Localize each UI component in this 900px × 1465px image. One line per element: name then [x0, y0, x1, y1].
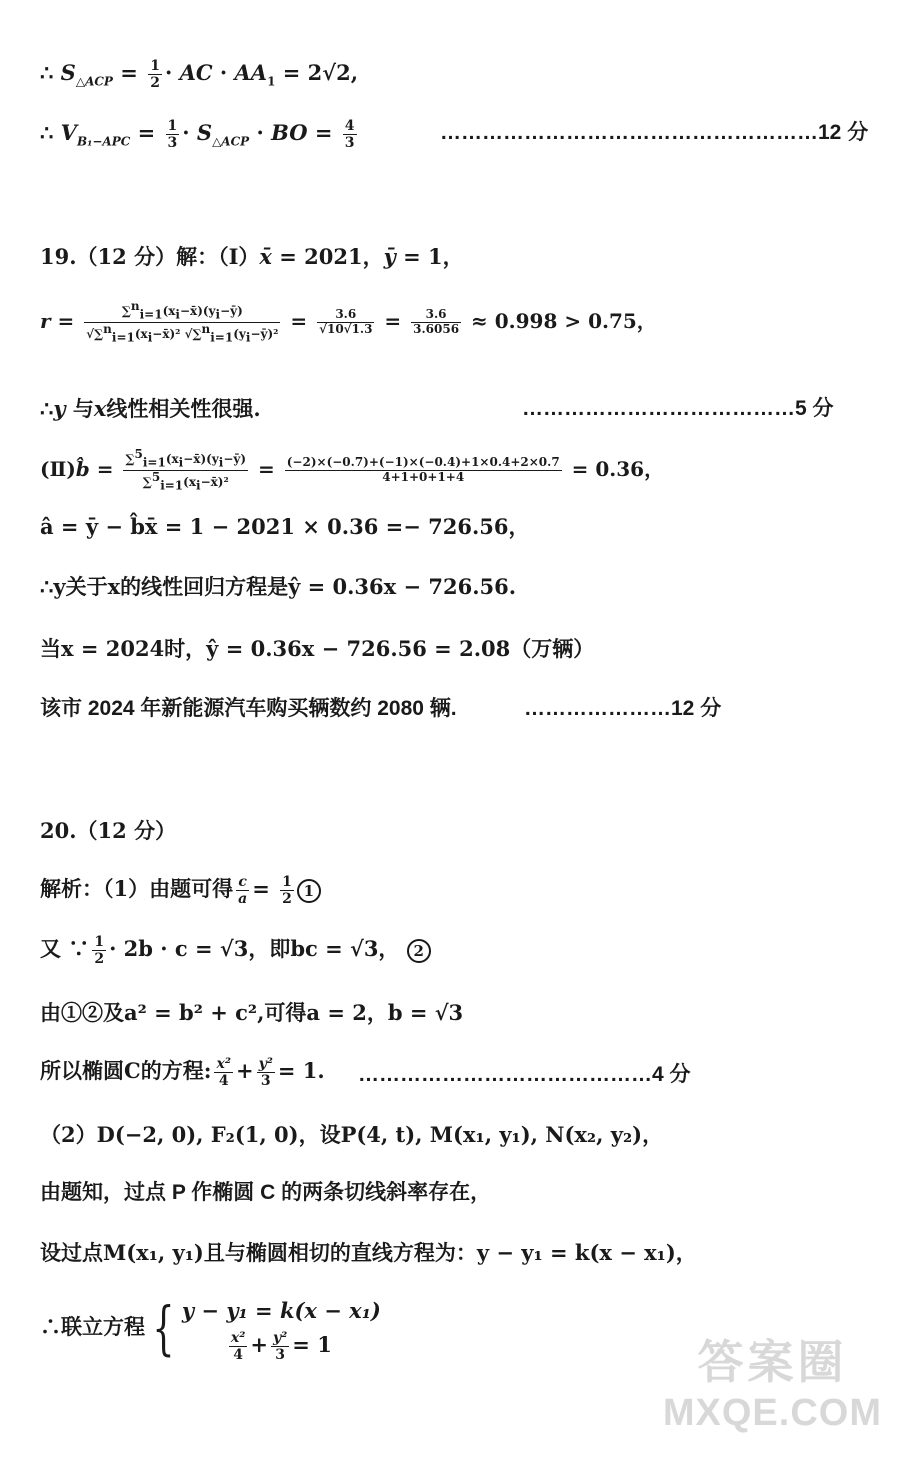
part2-tangent-note: 由题知，过点 P 作椭圆 C 的两条切线斜率存在， — [40, 1181, 492, 1204]
score-12-a: ………………………………………………12 分 — [440, 121, 869, 144]
part1-step1: 解析：（1）由题可得 $\frac{c}{a}$ = $\frac{1}{2}$ 1 — [40, 874, 321, 907]
brace-icon: { — [152, 1294, 175, 1363]
score-4: ……………………………………4 分 — [358, 1063, 691, 1086]
q20-heading: 20.（12 分） — [40, 818, 177, 843]
part1-step3: 由①②及a² = b² + c²,可得a = 2，b = √3 — [40, 1000, 464, 1025]
prediction: 当x = 2024时，ŷ = 0.36x − 726.56 = 2.08（万辆） — [40, 636, 595, 661]
area-formula: ∴ $S_{\triangle ACP}$ = $\frac{1}{2}$ · AC · $AA_1 = 2√2$, — [40, 58, 359, 92]
correlation-strong: ∴y 与x线性相关性很强. — [40, 396, 261, 421]
q19-heading: 19.（12 分）解：（Ⅰ）x̄ = 2021，ȳ = 1， — [40, 244, 464, 269]
system-of-equations: ∴联立方程 { y − y₁ = k(x − x₁) $\frac{\text{x²}}{4}$ + $\frac{\text{y²}}{3}$ = 1 — [40, 1294, 381, 1363]
part2-setup: （2）D(−2, 0), F₂(1, 0)，设P(4, t), M(x₁, y₁), N(x₂, y₂)， — [40, 1122, 664, 1147]
ellipse-equation: 所以椭圆C的方程: $\frac{\text{x²}}{4}$ + $\frac{\text{y²}}{3}$ = 1. — [40, 1056, 325, 1090]
a-hat-formula: â = ȳ − b̂x̄ = 1 − 2021 × 0.36 =− 726.56， — [40, 514, 530, 539]
r-formula: r = $\frac{\sum^n_{i=1}(x_i-x̄)(y_i-ȳ)}{√\sum^n_{i=1}(x_i-x̄)^2 √\sum^n_{i=1}(y_i-ȳ)^2}$ = $\frac{3.6}{√10√1.3}$ = $\frac{3.6}{3.6056}$ ≈ 0.998 > 0.75， — [40, 299, 657, 345]
tangent-line-equation: 设过点M(x₁, y₁)且与椭圆相切的直线方程为：y − y₁ = k(x − x₁)， — [40, 1240, 697, 1265]
b-hat-formula: (Ⅱ)b̂ = $\frac{\sum^5_{i=1}(x_i-x̄)(y_i-ȳ)}{\sum^5_{i=1}(x_i-x̄)^2}$ = $\frac{(-2)\times(-0.7)+(-1)\times(-0.4)+1\times 0.4+2\times 0.7}{4+1+0+1+4}$ = 0.36， — [40, 447, 665, 493]
part1-step2: 又 ∵ $\frac{1}{2}$ · 2b · c = √3，即bc = √3， 2 — [40, 934, 431, 967]
volume-formula: ∴ $V_{B_1-APC}$ = $\frac{1}{3}$ · $S_{\triangle ACP}$ · BO = $\frac{4}{3}$ — [40, 118, 355, 152]
watermark-logo: 答案圈 MXQE.COM — [662, 1336, 882, 1434]
score-5: …………………………………5 分 — [522, 397, 834, 420]
score-12-b: …………………12 分 — [524, 697, 722, 720]
regression-equation: ∴y关于x的线性回归方程是ŷ = 0.36x − 726.56. — [40, 574, 517, 599]
conclusion: 该市 2024 年新能源汽车购买辆数约 2080 辆. — [40, 697, 457, 720]
